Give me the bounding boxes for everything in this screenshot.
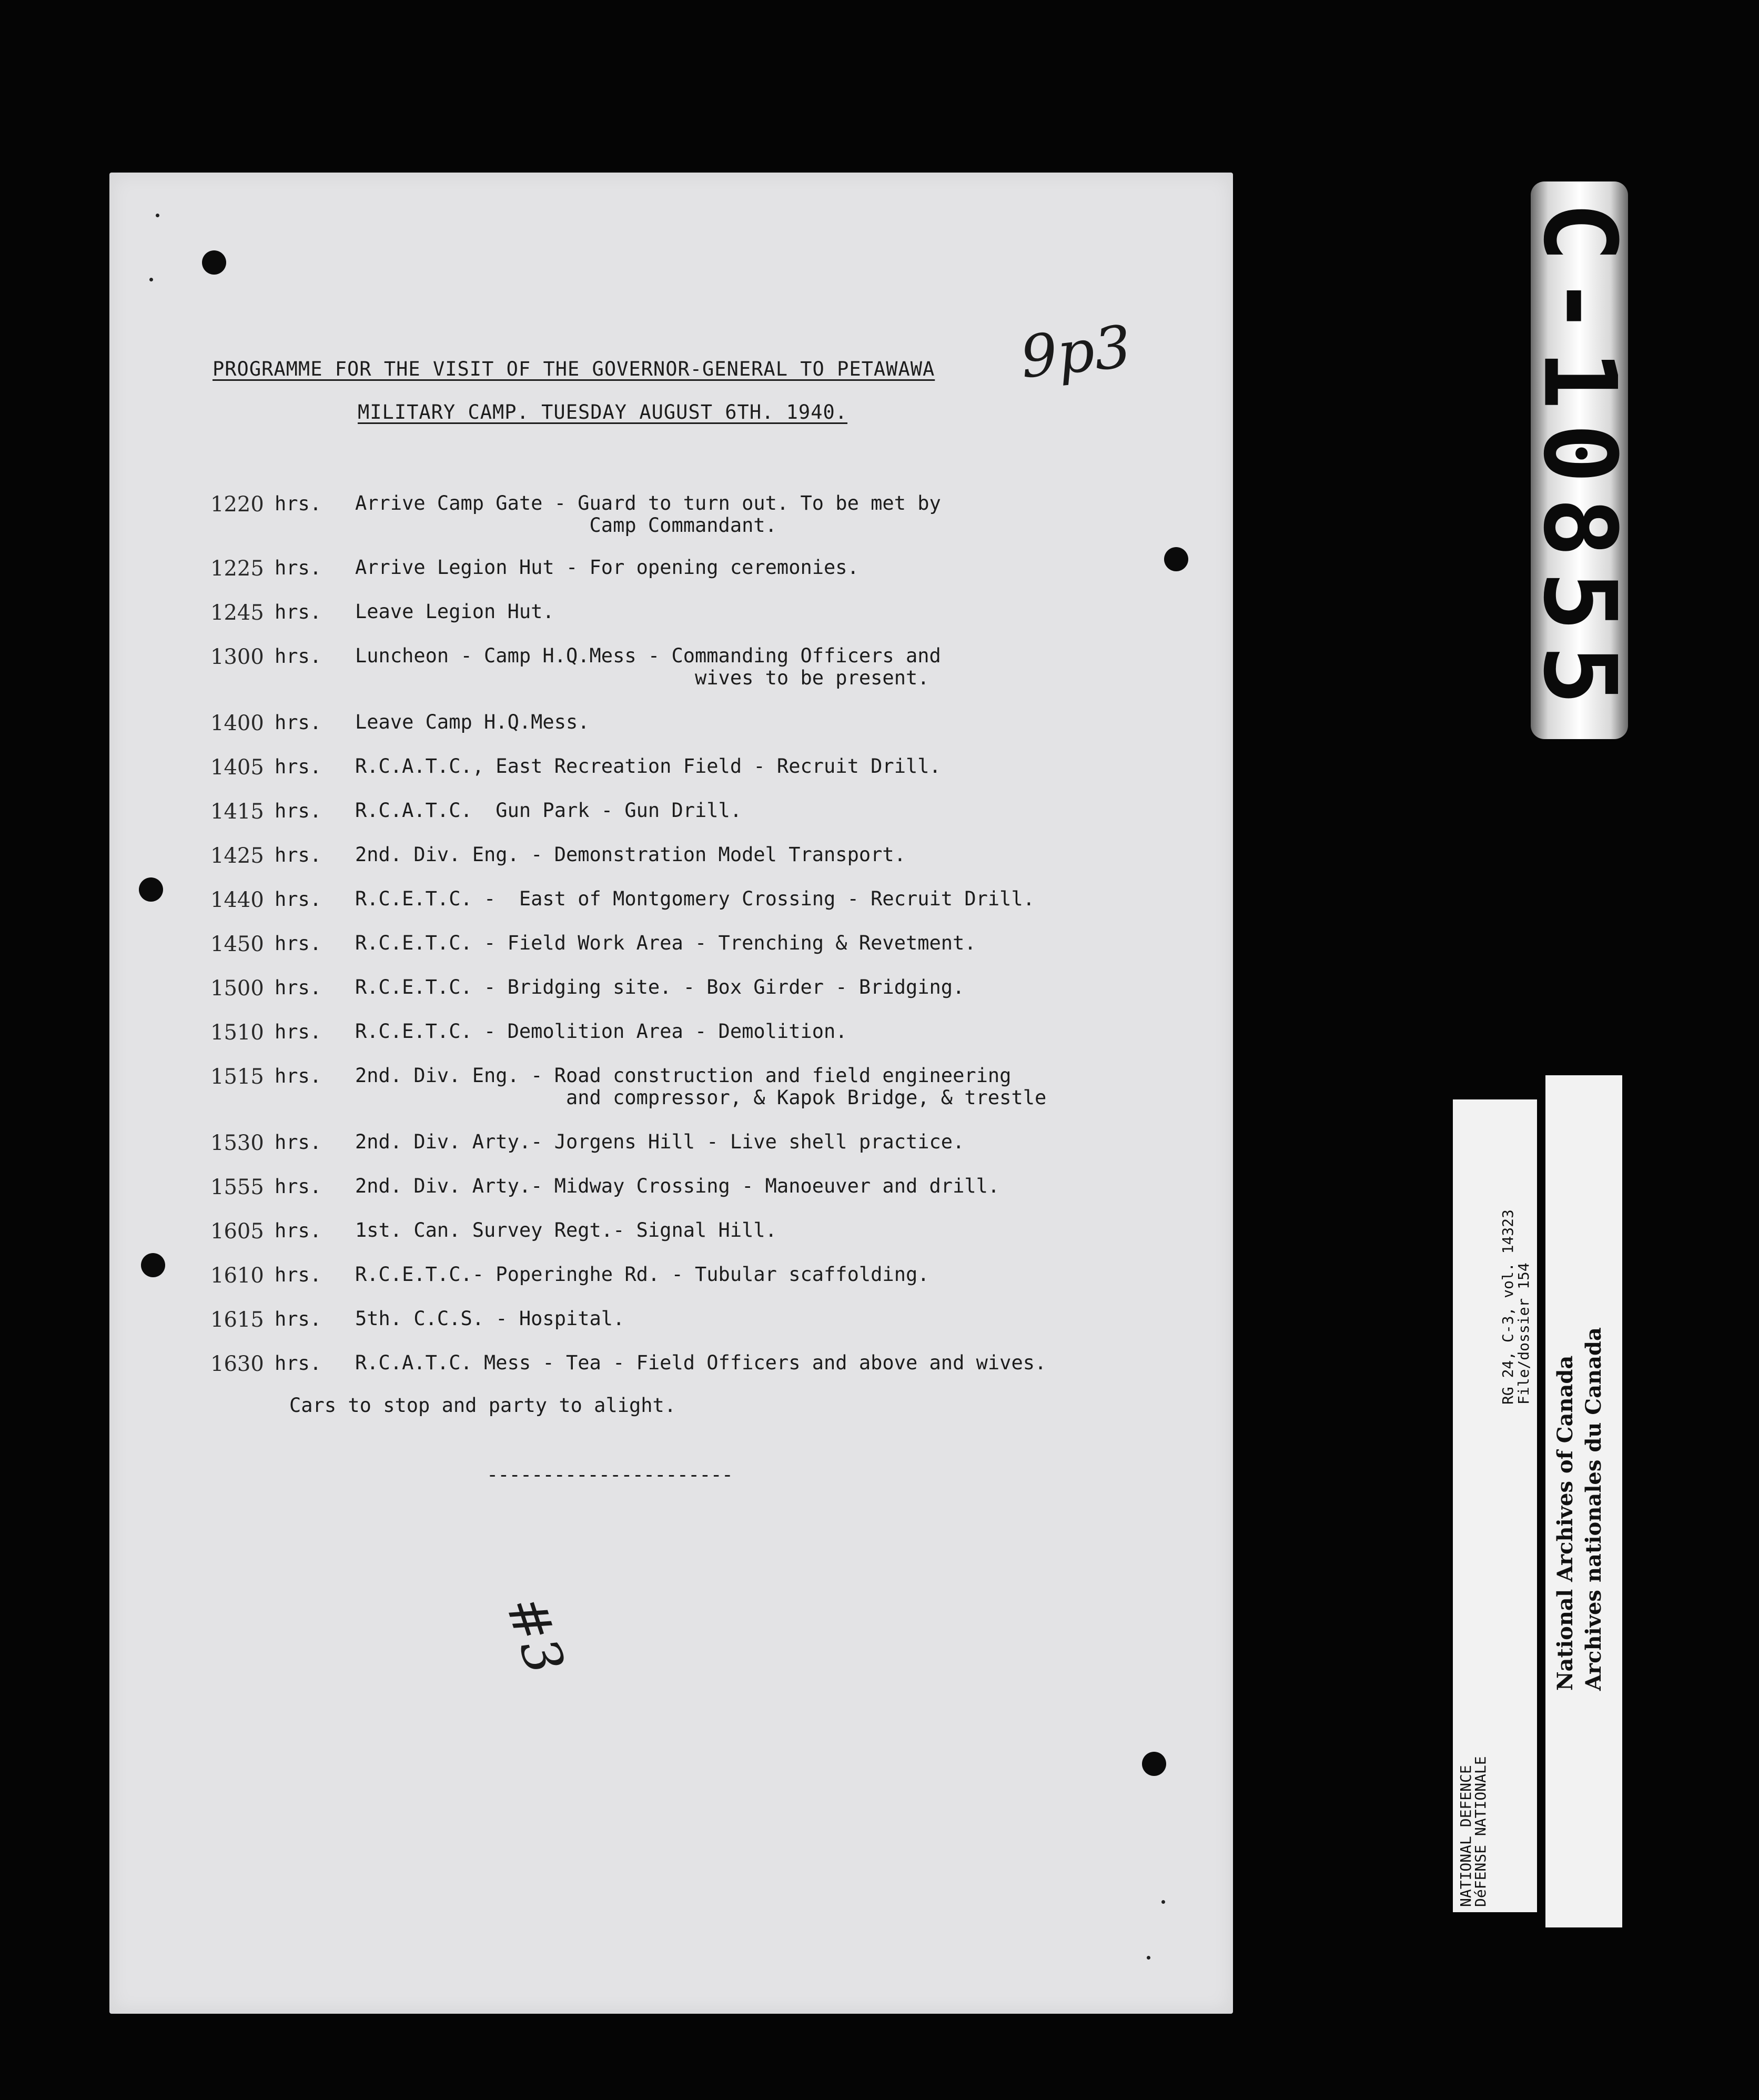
schedule-description: 2nd. Div. Arty.- Jorgens Hill - Live shell practice. (355, 1130, 965, 1153)
schedule-unit: hrs. (275, 1021, 322, 1043)
schedule-unit: hrs. (275, 601, 322, 623)
schedule-description: R.C.E.T.C. - Demolition Area - Demolition. (355, 1020, 847, 1043)
handwritten-reference: 9p3 (1017, 312, 1135, 391)
schedule-unit: hrs. (275, 711, 322, 734)
schedule-time: 1615 (210, 1308, 264, 1332)
separator-line: ---------------------- (487, 1463, 733, 1486)
schedule-description: R.C.E.T.C. - Field Work Area - Trenching & Revetment. (355, 932, 976, 954)
paper-speck (156, 214, 159, 217)
schedule-unit: hrs. (275, 1264, 322, 1286)
schedule-description: R.C.E.T.C. - East of Montgomery Crossing - Recruit Drill. (355, 887, 1035, 910)
schedule-unit: hrs. (275, 1065, 322, 1087)
schedule-description: R.C.E.T.C. - Bridging site. - Box Girder - Bridging. (355, 976, 965, 998)
schedule-time: 1515 (210, 1065, 264, 1089)
schedule-description: Leave Legion Hut. (355, 600, 554, 623)
paper-speck (1161, 1900, 1165, 1904)
schedule-unit: hrs. (275, 645, 322, 668)
schedule-unit: hrs. (275, 844, 322, 866)
schedule-description: 5th. C.C.S. - Hospital. (355, 1307, 625, 1330)
schedule-description: Luncheon - Camp H.Q.Mess - Commanding Officers and wives to be present. (355, 644, 941, 689)
archives-name-english: National Archives of Canada (1553, 1355, 1578, 1691)
schedule-unit: hrs. (275, 755, 322, 778)
schedule-time: 1555 (210, 1175, 264, 1199)
closing-line: Cars to stop and party to alight. (289, 1394, 676, 1417)
archive-reference-label (1453, 1099, 1537, 1912)
dept-english: NATIONAL DEFENCE (1457, 1765, 1474, 1907)
schedule-time: 1415 (210, 800, 264, 824)
schedule-description: 1st. Can. Survey Regt.- Signal Hill. (355, 1219, 777, 1241)
schedule-time: 1405 (210, 755, 264, 780)
schedule-description: 2nd. Div. Eng. - Demonstration Model Transport. (355, 843, 906, 866)
schedule-unit: hrs. (275, 1352, 322, 1375)
schedule-description: Arrive Camp Gate - Guard to turn out. To be met by Camp Commandant. (355, 492, 941, 537)
schedule-unit: hrs. (275, 800, 322, 822)
paper-speck (1147, 1956, 1150, 1960)
punch-hole (141, 1253, 165, 1277)
punch-hole (139, 877, 163, 902)
schedule-description: R.C.A.T.C. Mess - Tea - Field Officers and above and wives. (355, 1351, 1047, 1374)
schedule-time: 1225 (210, 557, 264, 581)
schedule-time: 1300 (210, 645, 264, 669)
schedule-description: Arrive Legion Hut - For opening ceremonies. (355, 556, 859, 579)
schedule-time: 1245 (210, 601, 264, 625)
frame-number-text: C-10855 (1521, 201, 1637, 719)
handwritten-page-mark: #3 (493, 1589, 577, 1682)
schedule-unit: hrs. (275, 1131, 322, 1154)
archives-name-french: Archives nationales du Canada (1581, 1327, 1606, 1691)
document-title-line-1: PROGRAMME FOR THE VISIT OF THE GOVERNOR-GENERAL TO PETAWAWA (213, 358, 935, 380)
schedule-time: 1400 (210, 711, 264, 735)
schedule-time: 1450 (210, 932, 264, 956)
schedule-unit: hrs. (275, 1308, 322, 1330)
document-title-line-2: MILITARY CAMP. TUESDAY AUGUST 6TH. 1940. (358, 401, 848, 423)
punch-hole (1142, 1752, 1166, 1776)
schedule-time: 1610 (210, 1264, 264, 1288)
record-group-reference: RG 24, C-3, vol. 14323 (1499, 1209, 1517, 1405)
schedule-unit: hrs. (275, 976, 322, 999)
schedule-unit: hrs. (275, 492, 322, 515)
punch-hole (1164, 547, 1188, 571)
schedule-time: 1605 (210, 1219, 264, 1244)
schedule-description: R.C.A.T.C., East Recreation Field - Recruit Drill. (355, 755, 941, 778)
microfilm-frame-number (1521, 181, 1637, 739)
schedule-time: 1440 (210, 888, 264, 912)
dept-french: DéFENSE NATIONALE (1472, 1756, 1489, 1907)
schedule-unit: hrs. (275, 1219, 322, 1242)
schedule-description: Leave Camp H.Q.Mess. (355, 711, 590, 733)
archives-name-label (1545, 1075, 1622, 1927)
schedule-description: 2nd. Div. Eng. - Road construction and field engineering and compressor, & Kapok Bridge, & trestle (355, 1064, 1047, 1109)
schedule-unit: hrs. (275, 932, 322, 955)
schedule-unit: hrs. (275, 557, 322, 579)
schedule-unit: hrs. (275, 888, 322, 911)
schedule-time: 1530 (210, 1131, 264, 1155)
schedule-time: 1425 (210, 844, 264, 868)
schedule-time: 1630 (210, 1352, 264, 1376)
schedule-description: R.C.A.T.C. Gun Park - Gun Drill. (355, 799, 742, 822)
schedule-time: 1220 (210, 492, 264, 517)
schedule-time: 1500 (210, 976, 264, 1001)
file-reference: File/dossier 154 (1515, 1263, 1532, 1405)
schedule-unit: hrs. (275, 1175, 322, 1198)
schedule-description: 2nd. Div. Arty.- Midway Crossing - Manoeuver and drill. (355, 1175, 1000, 1197)
schedule-time: 1510 (210, 1021, 264, 1045)
paper-speck (149, 278, 153, 281)
punch-hole (202, 250, 226, 275)
schedule-description: R.C.E.T.C.- Poperinghe Rd. - Tubular scaffolding. (355, 1263, 929, 1286)
